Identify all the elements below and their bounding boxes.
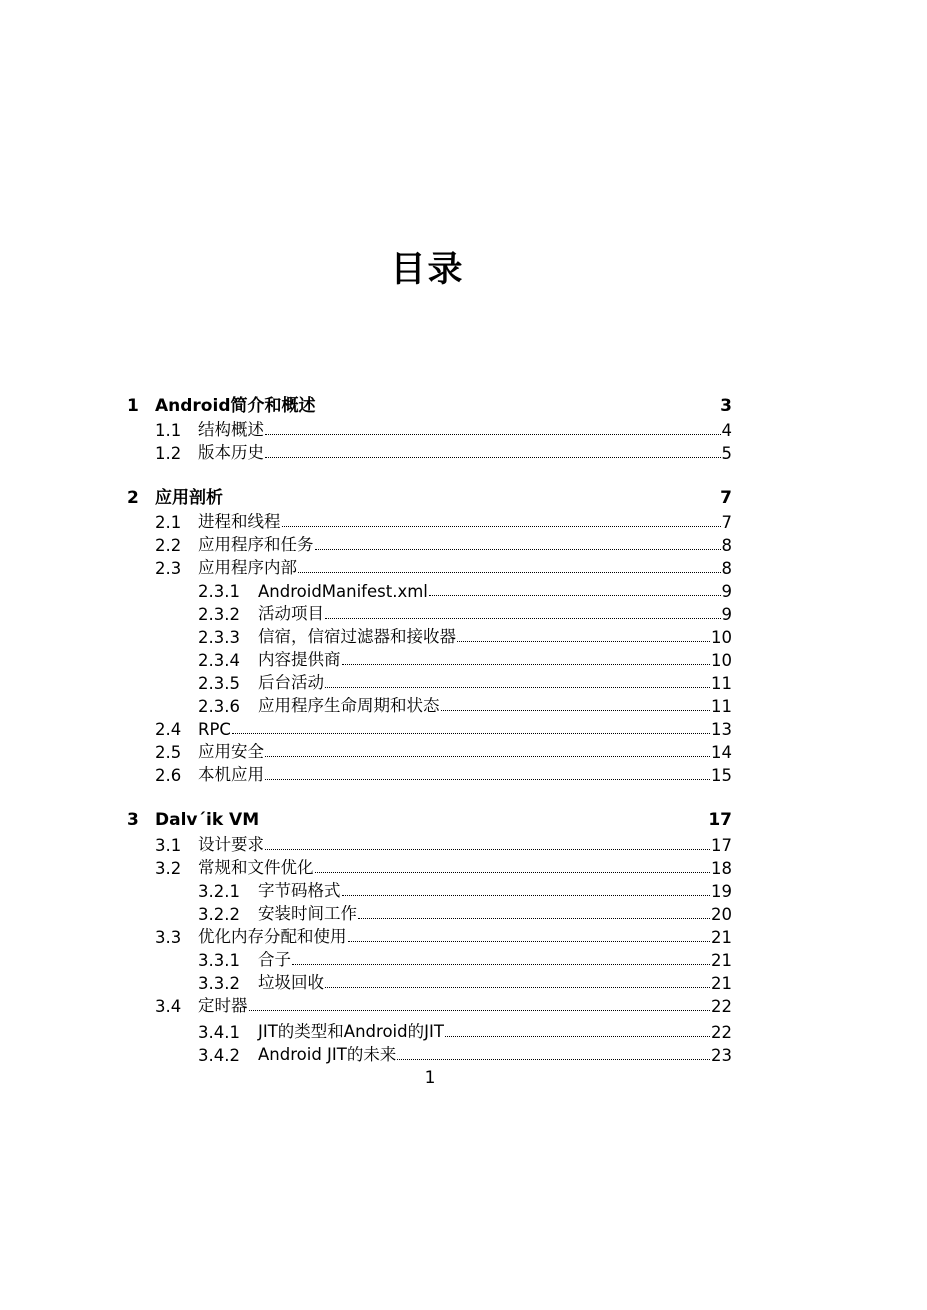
- toc-entry-page: 21: [711, 974, 732, 993]
- toc-subsection-entry[interactable]: [198, 646, 732, 670]
- toc-subsection-entry[interactable]: [198, 669, 732, 693]
- dot-leader: [315, 549, 721, 550]
- toc-entry-page: 17: [708, 810, 732, 830]
- toc-entry-page: 13: [711, 720, 732, 739]
- dot-leader: [249, 1010, 711, 1011]
- toc-entry-number: 1: [127, 396, 139, 416]
- dot-leader: [292, 964, 710, 965]
- toc-entry-label: 合子: [258, 950, 291, 969]
- toc-entry-label: 应用程序内部: [198, 558, 297, 577]
- toc-subsection-entry[interactable]: [198, 1041, 732, 1065]
- toc-entry-page: 18: [711, 859, 732, 878]
- toc-entry-number: 1.2: [155, 444, 182, 463]
- toc-entry-page: 4: [721, 421, 732, 440]
- toc-subsection-entry[interactable]: [198, 577, 732, 601]
- toc-subsection-entry[interactable]: [198, 623, 732, 647]
- toc-entry-label: JIT的类型和Android的JIT: [258, 1022, 444, 1041]
- toc-entry-number: 3.4.2: [198, 1046, 240, 1065]
- toc-entry-page: 3: [720, 396, 732, 416]
- dot-leader: [441, 710, 711, 711]
- toc-entry-number: 2.1: [155, 513, 182, 532]
- dot-leader: [298, 572, 721, 573]
- dot-leader: [265, 457, 721, 458]
- toc-subsection-entry[interactable]: [198, 969, 732, 993]
- toc-chapter-entry[interactable]: [127, 392, 732, 416]
- toc-entry-number: 3.2.2: [198, 905, 240, 924]
- toc-entry-number: 2.4: [155, 720, 182, 739]
- toc-entry-page: 10: [711, 651, 732, 670]
- toc-subsection-entry[interactable]: [198, 600, 732, 624]
- toc-entry-page: 22: [711, 1023, 732, 1042]
- dot-leader: [325, 687, 710, 688]
- toc-entry-label: 垃圾回收: [258, 973, 324, 992]
- toc-entry-number: 2.3.6: [198, 697, 240, 716]
- toc-entry-label: 常规和文件优化: [198, 858, 314, 877]
- dot-leader: [342, 664, 711, 665]
- toc-entry-number: 3.3: [155, 928, 182, 947]
- toc-entry-page: 9: [721, 582, 732, 601]
- toc-subsection-entry[interactable]: [198, 877, 732, 901]
- toc-entry-page: 11: [711, 697, 732, 716]
- toc-entry-number: 3.2: [155, 859, 182, 878]
- dot-leader: [325, 618, 721, 619]
- toc-entry-label: Dalv´ik VM: [155, 810, 260, 830]
- toc-entry-number: 3: [127, 810, 139, 830]
- dot-leader: [358, 918, 710, 919]
- toc-section-entry[interactable]: [155, 715, 732, 739]
- toc-subsection-entry[interactable]: [198, 1018, 732, 1042]
- toc-section-entry[interactable]: [155, 854, 732, 878]
- toc-entry-label: 应用安全: [198, 742, 264, 761]
- toc-entry-page: 21: [711, 951, 732, 970]
- toc-entry-label: 信宿，信宿过滤器和接收器: [258, 627, 456, 646]
- dot-leader: [397, 1059, 710, 1060]
- toc-section-entry[interactable]: [155, 761, 732, 785]
- toc-entry-number: 2.3.3: [198, 628, 240, 647]
- toc-entry-label: 本机应用: [198, 765, 264, 784]
- toc-subsection-entry[interactable]: [198, 946, 732, 970]
- toc-entry-page: 17: [711, 836, 732, 855]
- toc-entry-label: AndroidManifest.xml: [258, 582, 428, 601]
- toc-entry-label: Android简介和概述: [155, 396, 316, 416]
- toc-section-entry[interactable]: [155, 531, 732, 555]
- toc-section-entry[interactable]: [155, 508, 732, 532]
- toc-entry-label: 字节码格式: [258, 881, 341, 900]
- toc-entry-page: 21: [711, 928, 732, 947]
- toc-entry-number: 3.4.1: [198, 1023, 240, 1042]
- dot-leader: [265, 434, 721, 435]
- toc-entry-label: 活动项目: [258, 604, 324, 623]
- toc-entry-number: 2.3.2: [198, 605, 240, 624]
- dot-leader: [315, 872, 711, 873]
- toc-entry-page: 15: [711, 766, 732, 785]
- toc-entry-label: 应用程序和任务: [198, 535, 314, 554]
- toc-entry-number: 3.3.1: [198, 951, 240, 970]
- dot-leader: [232, 733, 710, 734]
- toc-entry-label: 设计要求: [198, 835, 264, 854]
- toc-entry-number: 2: [127, 488, 139, 508]
- toc-entry-page: 19: [711, 882, 732, 901]
- page-title: 目录: [390, 250, 465, 290]
- toc-entry-label: 进程和线程: [198, 512, 281, 531]
- dot-leader: [457, 641, 710, 642]
- toc-subsection-entry[interactable]: [198, 900, 732, 924]
- toc-entry-number: 2.3: [155, 559, 182, 578]
- toc-entry-number: 2.2: [155, 536, 182, 555]
- toc-entry-number: 2.5: [155, 743, 182, 762]
- toc-entry-page: 8: [721, 536, 732, 555]
- dot-leader: [348, 941, 711, 942]
- toc-entry-label: 后台活动: [258, 673, 324, 692]
- toc-entry-label: 定时器: [198, 996, 248, 1015]
- toc-entry-page: 9: [721, 605, 732, 624]
- dot-leader: [265, 779, 710, 780]
- toc-entry-number: 2.3.5: [198, 674, 240, 693]
- toc-entry-page: 10: [711, 628, 732, 647]
- toc-entry-number: 2.6: [155, 766, 182, 785]
- toc-entry-page: 23: [711, 1046, 732, 1065]
- toc-entry-page: 14: [711, 743, 732, 762]
- dot-leader: [265, 756, 710, 757]
- toc-entry-label: 优化内存分配和使用: [198, 927, 347, 946]
- toc-chapter-entry[interactable]: [127, 484, 732, 508]
- toc-entry-number: 3.3.2: [198, 974, 240, 993]
- toc-entry-label: 版本历史: [198, 443, 264, 462]
- toc-entry-page: 8: [721, 559, 732, 578]
- toc-entry-page: 11: [711, 674, 732, 693]
- toc-entry-label: Android JIT的未来: [258, 1045, 397, 1064]
- toc-entry-number: 2.3.4: [198, 651, 240, 670]
- toc-section-entry[interactable]: [155, 554, 732, 578]
- toc-section-entry[interactable]: [155, 738, 732, 762]
- toc-section-entry[interactable]: [155, 923, 732, 947]
- toc-entry-number: 3.4: [155, 997, 182, 1016]
- toc-chapter-entry[interactable]: [127, 806, 732, 830]
- toc-entry-label: 应用程序生命周期和状态: [258, 696, 440, 715]
- toc-entry-page: 5: [721, 444, 732, 463]
- toc-entry-number: 3.2.1: [198, 882, 240, 901]
- toc-section-entry[interactable]: [155, 439, 732, 463]
- toc-entry-number: 3.1: [155, 836, 182, 855]
- toc-entry-page: 7: [721, 513, 732, 532]
- toc-entry-page: 22: [711, 997, 732, 1016]
- toc-entry-label: 安装时间工作: [258, 904, 357, 923]
- dot-leader: [445, 1036, 710, 1037]
- dot-leader: [282, 526, 721, 527]
- toc-section-entry[interactable]: [155, 831, 732, 855]
- toc-subsection-entry[interactable]: [198, 692, 732, 716]
- dot-leader: [265, 849, 710, 850]
- toc-entry-label: 应用剖析: [155, 488, 223, 508]
- dot-leader: [342, 895, 711, 896]
- toc-entry-page: 20: [711, 905, 732, 924]
- dot-leader: [429, 595, 721, 596]
- toc-entry-number: 1.1: [155, 421, 182, 440]
- toc-entry-page: 7: [720, 488, 732, 508]
- toc-entry-number: 2.3.1: [198, 582, 240, 601]
- toc-entry-label: 内容提供商: [258, 650, 341, 669]
- toc-section-entry[interactable]: [155, 416, 732, 440]
- toc-section-entry[interactable]: [155, 992, 732, 1016]
- toc-entry-label: RPC: [198, 720, 231, 739]
- dot-leader: [325, 987, 710, 988]
- page-number: 1: [424, 1068, 436, 1088]
- toc-entry-label: 结构概述: [198, 420, 264, 439]
